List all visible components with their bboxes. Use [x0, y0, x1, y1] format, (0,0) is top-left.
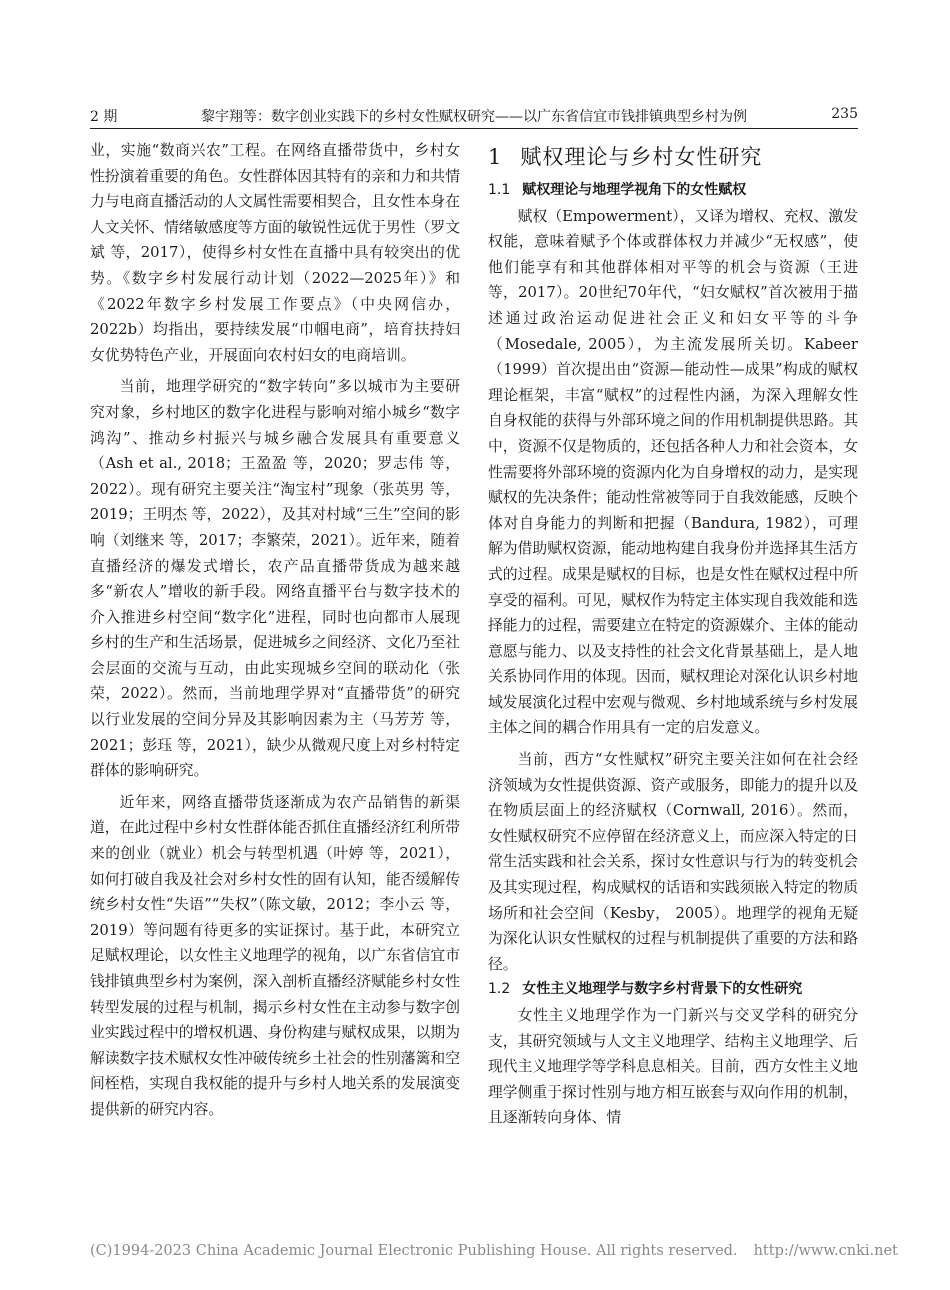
paragraph: 赋权（Empowerment），又译为增权、充权、激发权能，意味着赋予个体或群体权力并减少“无权感”，使他们能享有和其他群体相对平等的机会与资源（王进 等，2017）。20世纪70年代，“妇女赋权”首次被用于描述通过政治运动促进社会正义和妇女平等的斗争（Mosedale, 2005），为主流发展所关切。Kabeer（1999）首次提出由“资源—能动性—成果”构成的赋权理论框架，丰富“赋权”的过程性内涵，为深入理解女性自身权能的获得与外部环境之间的作用机制提供思路。其中，资源不仅是物质的，还包括各种人力和社会资本，女性需要将外部环境的资源内化为自身增权的动力，是实现赋权的先决条件；能动性常被等同于自我效能感，反映个体对自身能力的判断和把握（Bandura, 1982），可理解为借助赋权资源，能动地构建自我身份并选择其生活方式的过程。成果是赋权的目标，也是女性在赋权过程中所享受的福利。可见，赋权作为特定主体实现自我效能和选择能力的过程，需要建立在特定的资源媒介、主体的能动意愿与能力、以及支持性的社会文化背景基础上，是人地关系协同作用的体现。因而，赋权理论对深化认识乡村地域发展演化过程中宏观与微观、乡村地域系统与乡村发展主体之间的耦合作用具有一定的启发意义。: [488, 207, 858, 737]
subsection-title: 赋权理论与地理学视角下的女性赋权: [522, 182, 747, 198]
section-heading: [488, 142, 858, 172]
issue-number: 2 期: [90, 109, 118, 125]
left-column: [90, 138, 460, 1123]
running-title: 黎宇翔等：数字创业实践下的乡村女性赋权研究——以广东省信宜市钱排镇典型乡村为例: [201, 109, 747, 125]
subsection-title: 女性主义地理学与数字乡村背景下的女性研究: [522, 981, 803, 998]
subsection-heading-1-2: [488, 977, 858, 1003]
paragraph: 当前，地理学研究的“数字转向”多以城市为主要研究对象，乡村地区的数字化进程与影响对缩小城乡“数字鸿沟”、推动乡村振兴与城乡融合发展具有重要意义（Ash et al., 2018；王盈盈 等，2020；罗志伟 等，2022）。现有研究主要关注“淘宝村”现象（张英男 等，2019；王明杰 等，2022），及其对村域“三生”空间的影响（刘继来 等，2017；李繁荣，2021）。近年来，随着直播经济的爆发式增长，农产品直播带货成为越来越多“新农人”增收的新手段。网络直播平台与数字技术的介入推进乡村空间“数字化”进程，同时也向都市人展现乡村的生产和生活场景，促进城乡之间经济、文化乃至社会层面的交流与互动，由此实现城乡空间的联动化（张荣，2022）。然而，当前地理学界对“直播带货”的研究以行业发展的空间分异及其影响因素为主（马芳芳 等，2021；彭珏 等，2021），缺少从微观尺度上对乡村特定群体的影响研究。: [90, 378, 460, 780]
footer-url[interactable]: http://www.cnki.net: [753, 1243, 898, 1259]
subsection-number: 1.1: [488, 182, 511, 198]
paragraph: 近年来，网络直播带货逐渐成为农产品销售的新渠道，在此过程中乡村女性群体能否抓住直播经济红利所带来的创业（就业）机会与转型机遇（叶婷 等，2021），如何打破自我及社会对乡村女性的固有认知，能否缓解传统乡村女性“失语”“失权”（陈文敏，2012；李小云 等，2019）等问题有待更多的实证探讨。基于此，本研究立足赋权理论，以女性主义地理学的视角，以广东省信宜市钱排镇典型乡村为案例，深入剖析直播经济赋能乡村女性转型发展的过程与机制，揭示乡村女性在主动参与数字创业实践过程中的增权机遇、身份构建与赋权成果，以期为解读数字技术赋权女性冲破传统乡土社会的性别藩篱和空间桎梏，实现自我权能的提升与乡村人地关系的发展演变提供新的研究内容。: [90, 793, 460, 1118]
paragraph: 业，实施“数商兴农”工程。在网络直播带货中，乡村女性扮演着重要的角色。女性群体因其特有的亲和力和共情力与电商直播活动的人文属性需要相契合，且女性本身在人文关怀、情绪敏感度等方面的敏锐性远优于男性（罗文斌 等，2017），使得乡村女性在直播中具有较突出的优势。《数字乡村发展行动计划（2022—2025年）》和《2022年数字乡村发展工作要点》（中央网信办，2022b）均指出，要持续发展“巾帼电商”，培育扶持妇女优势特色产业，开展面向农村妇女的电商培训。: [90, 142, 460, 364]
paragraph: 当前，西方“女性赋权”研究主要关注如何在社会经济领域为女性提供资源、资产或服务，即能力的提升以及在物质层面上的经济赋权（Cornwall, 2016）。然而，女性赋权研究不应停留在经济意义上，而应深入特定的日常生活实践和社会关系，探讨女性意识与行为的转变机会及其实现过程，构成赋权的话语和实践须嵌入特定的物质场所和社会空间（Kesby， 2005）。地理学的视角无疑为深化认识女性赋权的过程与机制提供了重要的方法和路径。: [488, 751, 858, 973]
copyright-footer: [90, 1243, 898, 1259]
section-title: 赋权理论与乡村女性研究: [520, 145, 763, 169]
copyright-text: (C)1994-2023 China Academic Journal Electronic Publishing House. All rights reserved.: [90, 1243, 738, 1259]
running-header: [90, 104, 858, 129]
subsection-heading-1-1: [488, 178, 858, 204]
subsection-number: 1.2: [488, 981, 511, 998]
page-number: 235: [831, 106, 858, 122]
section-number: 1: [488, 145, 503, 169]
right-column: [488, 138, 858, 1131]
paragraph: 女性主义地理学作为一门新兴与交叉学科的研究分支，其研究领域与人文主义地理学、结构主义地理学、后现代主义地理学等学科息息相关。目前，西方女性主义地理学侧重于探讨性别与地方相互嵌套与双向作用的机制，且逐渐转向身体、情: [488, 1007, 858, 1127]
